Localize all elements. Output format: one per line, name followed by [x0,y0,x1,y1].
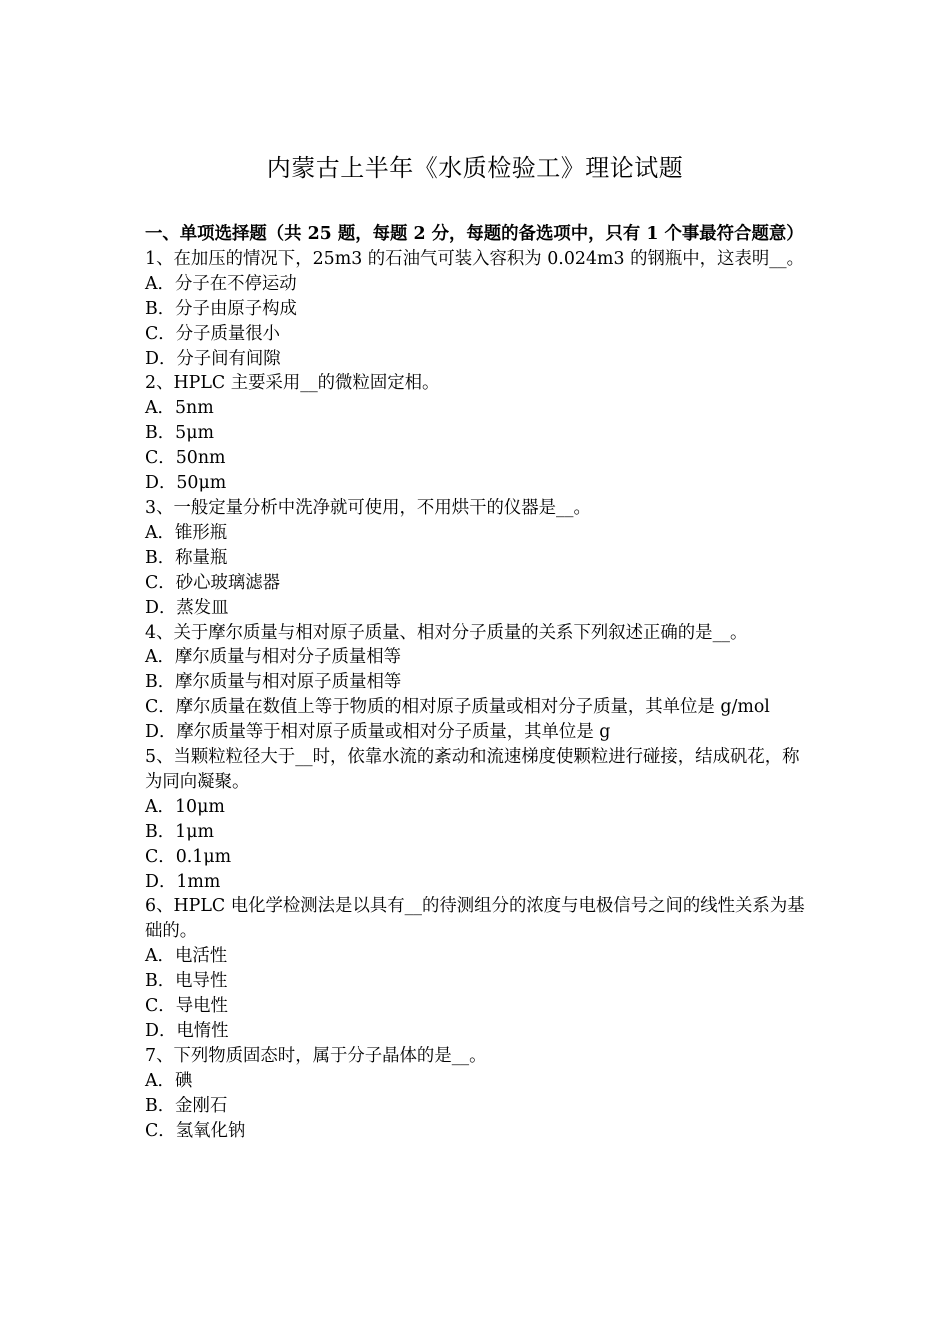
option-d: D．蒸发皿 [145,597,229,618]
option-d: D．摩尔质量等于相对原子质量或相对分子质量，其单位是 g [145,722,611,743]
question-4 [145,621,808,746]
option-c: C．0.1μm [145,846,232,867]
option-d: D．分子间有间隙 [145,348,281,369]
page-title: 内蒙古上半年《水质检验工》理论试题 [266,154,684,182]
question-stem: 1、在加压的情况下，25m3 的石油气可装入容积为 0.024m3 的钢瓶中，这表明__。 [145,248,805,269]
question-stem: 6、HPLC 电化学检测法是以具有__的待测组分的浓度与电极信号之间的线性关系为基础的。 [145,896,805,942]
option-c: C．导电性 [145,996,228,1017]
question-stem: 5、当颗粒粒径大于__时，依靠水流的紊动和流速梯度使颗粒进行碰接，结成矾花，称为同向凝聚。 [145,747,800,792]
option-c: C．50nm [145,448,226,469]
option-c: C．摩尔质量在数值上等于物质的相对原子质量或相对分子质量，其单位是 g/mol [145,697,770,718]
option-d: D．电惰性 [145,1021,229,1041]
option-b: B．分子由原子构成 [145,298,297,319]
option-b: B．称量瓶 [145,547,228,568]
question-stem: 3、一般定量分析中洗净就可使用，不用烘干的仪器是__。 [145,497,591,518]
option-c: C．氢氧化钠 [145,1120,246,1141]
question-stem: 2、HPLC 主要采用__的微粒固定相。 [145,373,440,394]
question-2 [145,371,808,496]
exam-content [145,222,808,1144]
option-c: C．分子质量很小 [145,323,281,344]
option-b: B．摩尔质量与相对原子质量相等 [145,672,402,693]
question-stem: 7、下列物质固态时，属于分子晶体的是__。 [145,1045,487,1066]
option-c: C．砂心玻璃滤器 [145,572,281,593]
question-6 [145,894,808,1043]
question-stem: 4、关于摩尔质量与相对原子质量、相对分子质量的关系下列叙述正确的是__。 [145,622,748,643]
question-5 [145,745,808,894]
option-a: A．碘 [145,1070,193,1091]
option-a: A．锥形瓶 [145,522,228,543]
option-b: B．1μm [145,821,215,842]
option-a: A．分子在不停运动 [145,273,297,294]
option-b: B．金刚石 [145,1095,228,1116]
question-3 [145,496,808,621]
option-d: D．50μm [145,473,227,494]
option-a: A．10μm [145,796,225,817]
option-a: A．5nm [145,398,214,419]
option-d: D．1mm [145,871,221,892]
question-7 [145,1044,808,1144]
option-a: A．电活性 [145,946,228,967]
option-b: B．电导性 [145,971,228,992]
option-b: B．5μm [145,423,215,444]
section-heading: 一、单项选择题（共 25 题，每题 2 分，每题的备选项中，只有 1 个事最符合题意） [145,224,804,244]
option-a: A．摩尔质量与相对分子质量相等 [145,647,402,668]
question-1 [145,247,808,372]
